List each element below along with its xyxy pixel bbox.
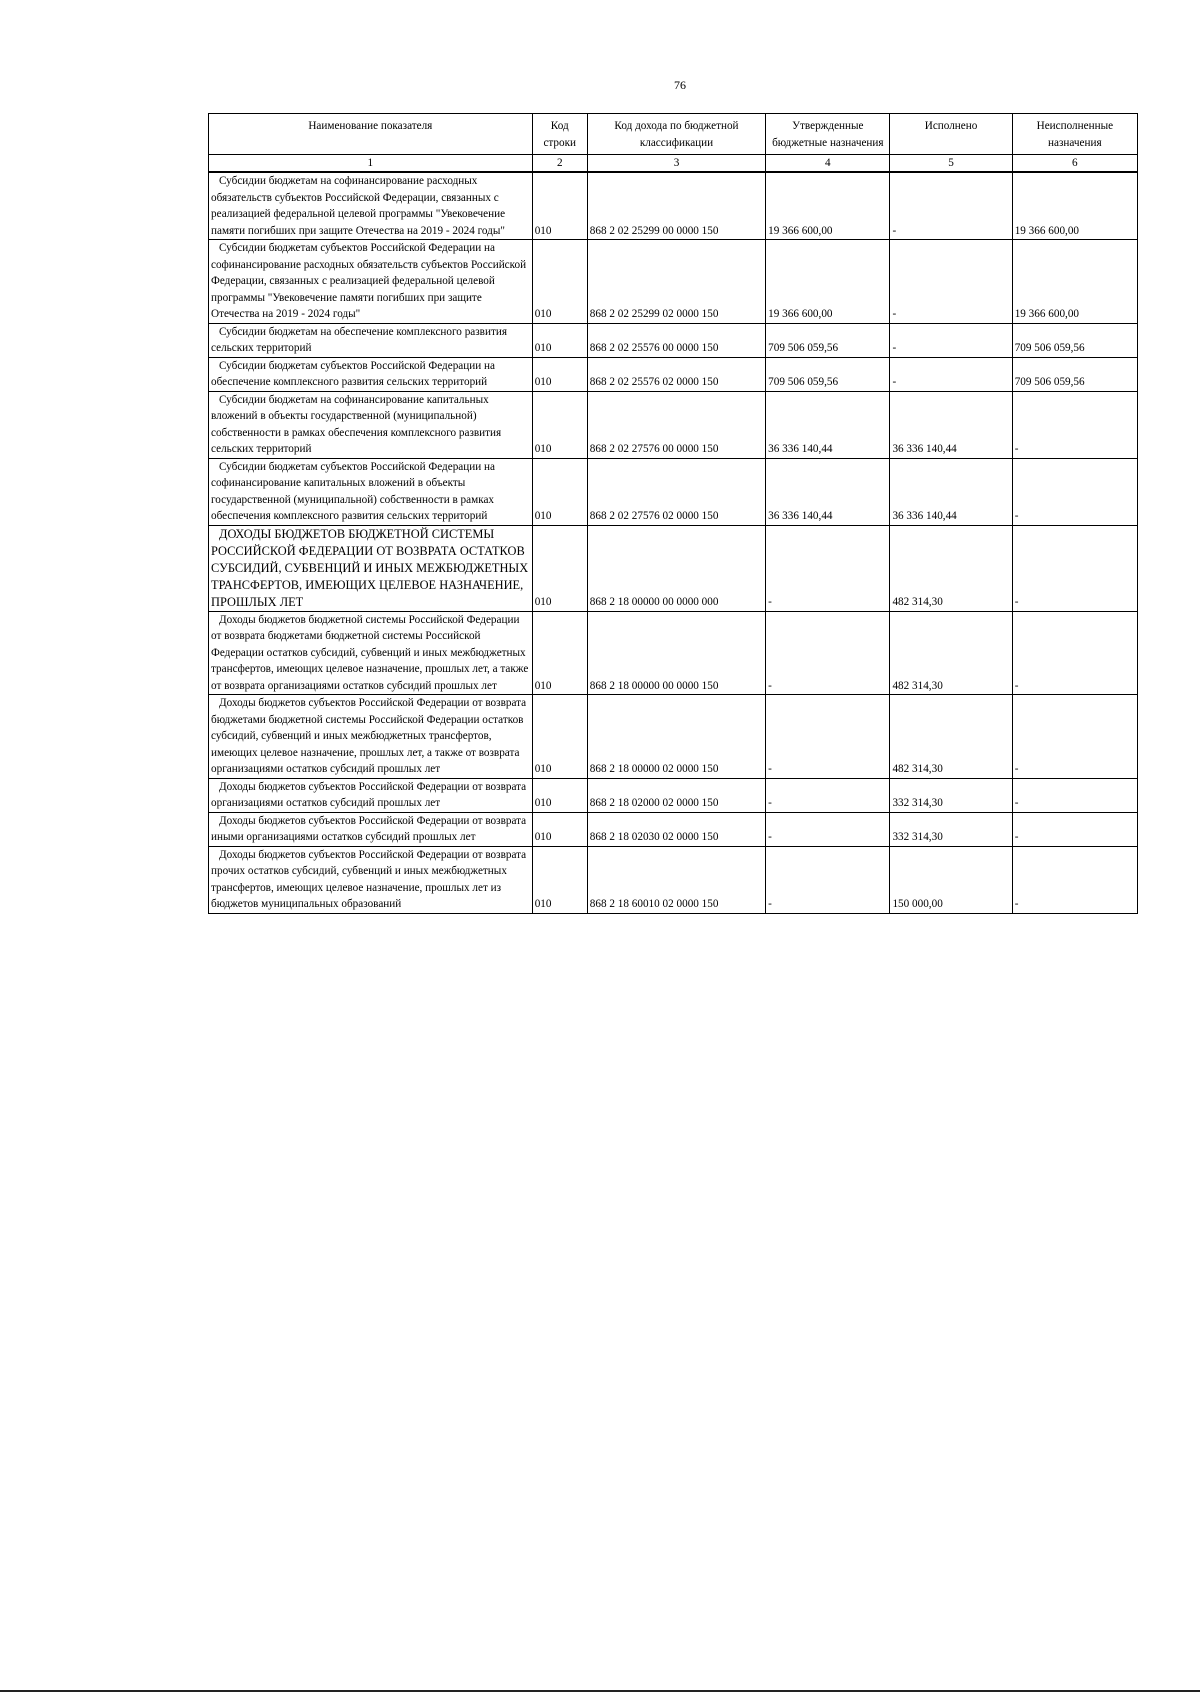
indicator-name-text: ДОХОДЫ БЮДЖЕТОВ БЮДЖЕТНОЙ СИСТЕМЫ РОССИЙСКОЙ ФЕДЕРАЦИИ ОТ ВОЗВРАТА ОСТАТКОВ СУБСИДИЙ, СУБВЕНЦИЙ И ИНЫХ МЕЖБЮДЖЕТНЫХ ТРАНСФЕРТОВ, ИМЕЮЩИХ ЦЕЛЕВОЕ НАЗНАЧЕНИЕ, ПРОШЛЫХ ЛЕТ (211, 526, 529, 609)
indicator-name-text: Субсидии бюджетам на софинансирование капитальных вложений в объекты государственной (муниципальной) собственности в рамках обеспечения комплексного развития сельских территорий (211, 393, 502, 455)
approved-amount-cell: - (766, 695, 890, 779)
header-unexecuted: Неисполненные назначения (1012, 114, 1137, 155)
indicator-name-cell (209, 812, 533, 846)
income-code-cell: 868 2 18 60010 02 0000 150 (587, 846, 765, 913)
executed-amount-cell: 482 314,30 (890, 525, 1012, 611)
indicator-name-text: Субсидии бюджетам на софинансирование расходных обязательств субъектов Российской Федерации, связанных с реализацией федеральной целевой программы "Увековечение памяти погибших при защите Отечества на 2019 - 2024 годы" (211, 175, 506, 237)
indicator-name-cell (209, 695, 533, 779)
approved-amount-cell: 36 336 140,44 (766, 458, 890, 525)
approved-amount-cell: - (766, 778, 890, 812)
header-line-code: Код строки (532, 114, 587, 155)
approved-amount-cell: - (766, 812, 890, 846)
income-code-cell: 868 2 18 02000 02 0000 150 (587, 778, 765, 812)
column-number: 3 (587, 155, 765, 173)
unexecuted-amount-cell: - (1012, 458, 1137, 525)
table-row (209, 391, 1138, 458)
column-number: 2 (532, 155, 587, 173)
line-code-cell: 010 (532, 812, 587, 846)
indicator-name-text: Субсидии бюджетам субъектов Российской Федерации на софинансирование расходных обязательств субъектов Российской Федерации, связанных с реализацией федеральной целевой программы "Увековечение памяти погибших при защите Отечества на 2019 - 2024 годы" (211, 242, 527, 320)
header-executed: Исполнено (890, 114, 1012, 155)
line-code-cell: 010 (532, 172, 587, 240)
unexecuted-amount-cell: - (1012, 812, 1137, 846)
approved-amount-cell: 709 506 059,56 (766, 357, 890, 391)
unexecuted-amount-cell: - (1012, 391, 1137, 458)
table-row (209, 611, 1138, 695)
table-row (209, 812, 1138, 846)
table-row (209, 695, 1138, 779)
indicator-name-cell (209, 357, 533, 391)
income-code-cell: 868 2 02 25576 02 0000 150 (587, 357, 765, 391)
approved-amount-cell: 19 366 600,00 (766, 240, 890, 324)
table-header (209, 114, 1138, 173)
line-code-cell: 010 (532, 458, 587, 525)
unexecuted-amount-cell: - (1012, 778, 1137, 812)
executed-amount-cell: 150 000,00 (890, 846, 1012, 913)
unexecuted-amount-cell: 19 366 600,00 (1012, 240, 1137, 324)
indicator-name-text: Доходы бюджетов субъектов Российской Федерации от возврата прочих остатков субсидий, субвенций и иных межбюджетных трансфертов, имеющих целевое назначение, прошлых лет из бюджетов муниципальных образований (211, 848, 527, 910)
income-code-cell: 868 2 18 00000 02 0000 150 (587, 695, 765, 779)
unexecuted-amount-cell: 19 366 600,00 (1012, 172, 1137, 240)
unexecuted-amount-cell: - (1012, 695, 1137, 779)
budget-income-table (208, 113, 1138, 914)
approved-amount-cell: - (766, 525, 890, 611)
indicator-name-cell (209, 611, 533, 695)
executed-amount-cell: 36 336 140,44 (890, 458, 1012, 525)
executed-amount-cell: 482 314,30 (890, 611, 1012, 695)
line-code-cell: 010 (532, 611, 587, 695)
line-code-cell: 010 (532, 240, 587, 324)
table-row (209, 323, 1138, 357)
indicator-name-cell (209, 172, 533, 240)
table-row (209, 172, 1138, 240)
header-approved: Утвержденные бюджетные назначения (766, 114, 890, 155)
table-row (209, 778, 1138, 812)
header-indicator-name: Наименование показателя (209, 114, 533, 155)
line-code-cell: 010 (532, 525, 587, 611)
executed-amount-cell: - (890, 240, 1012, 324)
executed-amount-cell: 332 314,30 (890, 778, 1012, 812)
line-code-cell: 010 (532, 357, 587, 391)
header-income-code: Код дохода по бюджетной классификации (587, 114, 765, 155)
column-number: 4 (766, 155, 890, 173)
indicator-name-cell (209, 323, 533, 357)
indicator-name-cell (209, 778, 533, 812)
income-code-cell: 868 2 18 00000 00 0000 000 (587, 525, 765, 611)
executed-amount-cell: 482 314,30 (890, 695, 1012, 779)
unexecuted-amount-cell: - (1012, 611, 1137, 695)
column-number: 6 (1012, 155, 1137, 173)
indicator-name-cell (209, 525, 533, 611)
line-code-cell: 010 (532, 695, 587, 779)
income-code-cell: 868 2 18 02030 02 0000 150 (587, 812, 765, 846)
indicator-name-text: Субсидии бюджетам на обеспечение комплексного развития сельских территорий (211, 325, 507, 354)
column-numbers-row (209, 155, 1138, 173)
indicator-name-text: Доходы бюджетов субъектов Российской Федерации от возврата организациями остатков субсидий прошлых лет (211, 780, 527, 809)
income-code-cell: 868 2 02 25576 00 0000 150 (587, 323, 765, 357)
income-code-cell: 868 2 02 27576 00 0000 150 (587, 391, 765, 458)
executed-amount-cell: - (890, 172, 1012, 240)
table-row (209, 357, 1138, 391)
line-code-cell: 010 (532, 846, 587, 913)
income-code-cell: 868 2 02 25299 02 0000 150 (587, 240, 765, 324)
indicator-name-text: Доходы бюджетов бюджетной системы Российской Федерации от возврата бюджетами бюджетной системы Российской Федерации остатков субсидий, субвенций и иных межбюджетных трансфертов, имеющих целевое назначение, прошлых лет, а также от возврата организациями остатков субсидий прошлых лет (211, 613, 529, 692)
line-code-cell: 010 (532, 323, 587, 357)
executed-amount-cell: 332 314,30 (890, 812, 1012, 846)
unexecuted-amount-cell: - (1012, 846, 1137, 913)
approved-amount-cell: - (766, 846, 890, 913)
approved-amount-cell: - (766, 611, 890, 695)
approved-amount-cell: 19 366 600,00 (766, 172, 890, 240)
line-code-cell: 010 (532, 778, 587, 812)
table-row (209, 846, 1138, 913)
line-code-cell: 010 (532, 391, 587, 458)
approved-amount-cell: 709 506 059,56 (766, 323, 890, 357)
income-code-cell: 868 2 18 00000 00 0000 150 (587, 611, 765, 695)
executed-amount-cell: - (890, 323, 1012, 357)
income-code-cell: 868 2 02 27576 02 0000 150 (587, 458, 765, 525)
indicator-name-cell (209, 846, 533, 913)
approved-amount-cell: 36 336 140,44 (766, 391, 890, 458)
income-code-cell: 868 2 02 25299 00 0000 150 (587, 172, 765, 240)
page-number: 76 (674, 78, 686, 92)
header-row (209, 114, 1138, 155)
indicator-name-cell (209, 458, 533, 525)
indicator-name-cell (209, 240, 533, 324)
scan-bottom-edge (0, 1690, 1200, 1692)
unexecuted-amount-cell: 709 506 059,56 (1012, 323, 1137, 357)
unexecuted-amount-cell: 709 506 059,56 (1012, 357, 1137, 391)
table-row (209, 240, 1138, 324)
indicator-name-text: Доходы бюджетов субъектов Российской Федерации от возврата бюджетами бюджетной системы Российской Федерации остатков субсидий, субвенций и иных межбюджетных трансфертов, имеющих целевое назначение, прошлых лет, а также от возврата организациями остатков субсидий прошлых лет (211, 697, 527, 775)
indicator-name-cell (209, 391, 533, 458)
column-number: 5 (890, 155, 1012, 173)
unexecuted-amount-cell: - (1012, 525, 1137, 611)
indicator-name-text: Субсидии бюджетам субъектов Российской Федерации на обеспечение комплексного развития сельских территорий (211, 359, 495, 388)
table-body (209, 172, 1138, 913)
executed-amount-cell: - (890, 357, 1012, 391)
table-row (209, 458, 1138, 525)
indicator-name-text: Доходы бюджетов субъектов Российской Федерации от возврата иными организациями остатков субсидий прошлых лет (211, 814, 527, 843)
table-row (209, 525, 1138, 611)
executed-amount-cell: 36 336 140,44 (890, 391, 1012, 458)
column-number: 1 (209, 155, 533, 173)
indicator-name-text: Субсидии бюджетам субъектов Российской Федерации на софинансирование капитальных вложений в объекты государственной (муниципальной) собственности в рамках обеспечения комплексного развития сельских территорий (211, 460, 495, 522)
